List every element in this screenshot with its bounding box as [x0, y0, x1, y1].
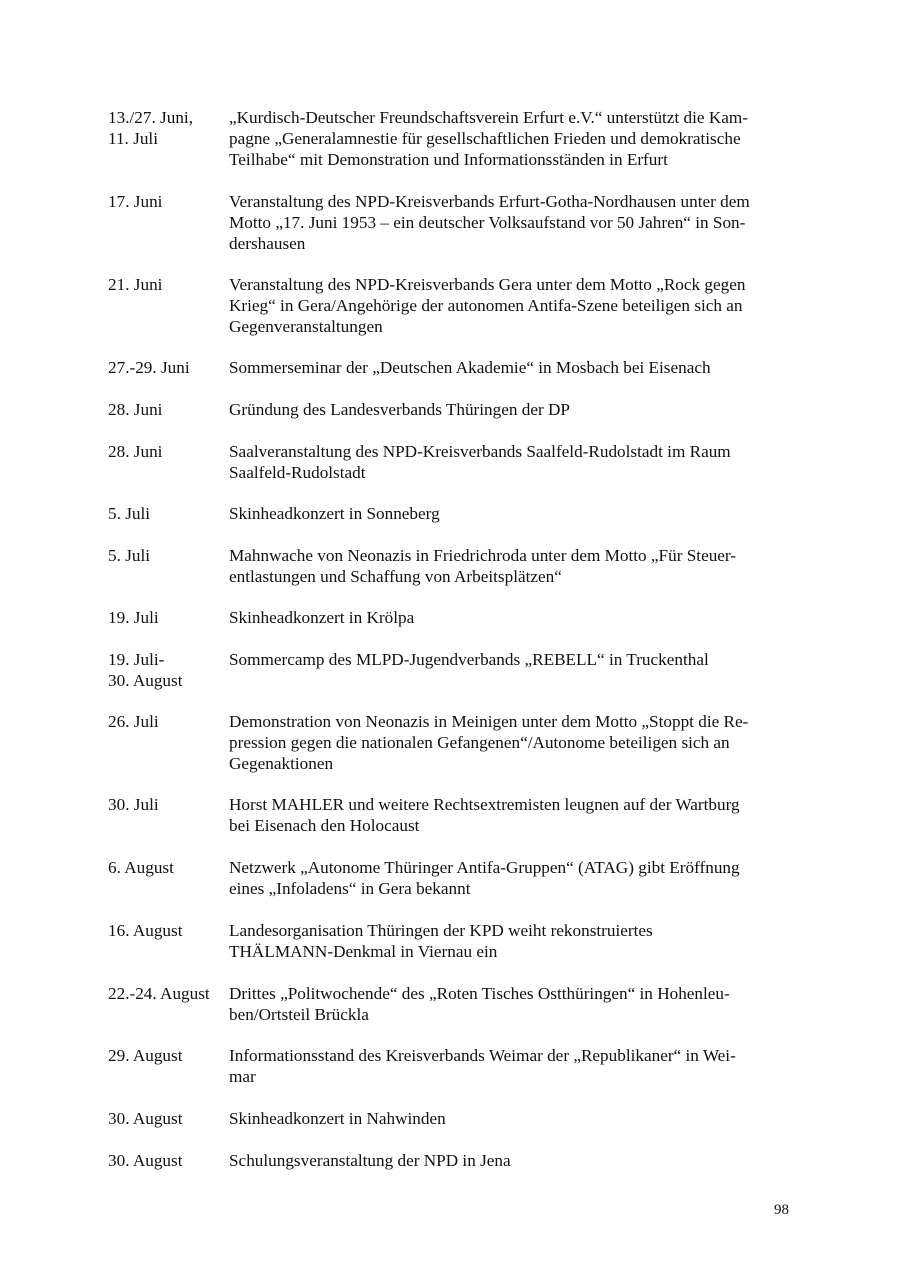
entry-description [229, 607, 789, 628]
page-number: 98 [774, 1202, 789, 1218]
entry-date: 22.-24. August [108, 984, 210, 1003]
entry-description-line: bei Eisenach den Holocaust [229, 816, 420, 835]
entry-description-line: Skinheadkonzert in Nahwinden [229, 1109, 446, 1128]
entry-description-line: Informationsstand des Kreisverbands Weimar der „Republikaner“ in Wei- [229, 1046, 736, 1065]
entry-description-line: Gegenaktionen [229, 754, 334, 773]
entry-description-line: mar [229, 1067, 256, 1086]
entry-description-line: THÄLMANN-Denkmal in Viernau ein [229, 942, 498, 961]
entry-date: 26. Juli [108, 712, 159, 731]
entry-date: 5. Juli [108, 546, 151, 565]
entry-description-line: Skinheadkonzert in Sonneberg [229, 504, 440, 523]
entry-description-line: entlastungen und Schaffung von Arbeitsplätzen“ [229, 567, 562, 586]
entry-description-line: Teilhabe“ mit Demonstration und Informationsständen in Erfurt [229, 150, 668, 169]
entry-description-line: Saalfeld-Rudolstadt [229, 463, 366, 482]
entry-date: 21. Juni [108, 275, 163, 294]
entry-description-line: Drittes „Politwochende“ des „Roten Tisches Ostthüringen“ in Hohenleu- [229, 984, 730, 1003]
entry-date: 27.-29. Juni [108, 358, 190, 377]
entry-description [229, 711, 789, 774]
entry-description [229, 794, 789, 836]
entry-description-line: Gründung des Landesverbands Thüringen der DP [229, 400, 570, 419]
entry-description [229, 857, 789, 899]
entry-date: 30. August [108, 1151, 183, 1170]
entry-description [229, 191, 789, 254]
entry-description-line: Gegenveranstaltungen [229, 317, 383, 336]
entry-description-line: pagne „Generalamnestie für gesellschaftlichen Frieden und demokratische [229, 129, 741, 148]
entry-description-line: dershausen [229, 234, 306, 253]
entry-description-line: Skinheadkonzert in Krölpa [229, 608, 415, 627]
entry-description [229, 357, 789, 378]
entry-date: 17. Juni [108, 192, 163, 211]
entry-description-line: Horst MAHLER und weitere Rechtsextremisten leugnen auf der Wartburg [229, 795, 740, 814]
entry-description-line: „Kurdisch-Deutscher Freundschaftsverein Erfurt e.V.“ unterstützt die Kam- [229, 108, 748, 127]
entry-description [229, 545, 789, 587]
entry-description [229, 1150, 789, 1171]
entry-description-line: Demonstration von Neonazis in Meinigen unter dem Motto „Stoppt die Re- [229, 712, 749, 731]
entry-description [229, 1108, 789, 1129]
entry-date: 30. August [108, 1109, 183, 1128]
entry-date: 19. Juli- 30. August [108, 650, 183, 690]
entry-date: 19. Juli [108, 608, 159, 627]
entry-description [229, 983, 789, 1025]
entry-date: 29. August [108, 1046, 183, 1065]
entry-date: 16. August [108, 921, 183, 940]
entry-description [229, 1045, 789, 1087]
entry-date: 13./27. Juni, 11. Juli [108, 108, 193, 148]
entry-description-line: Netzwerk „Autonome Thüringer Antifa-Gruppen“ (ATAG) gibt Eröffnung [229, 858, 740, 877]
entry-description-line: Sommercamp des MLPD-Jugendverbands „REBELL“ in Truckenthal [229, 650, 709, 669]
entry-description-line: eines „Infoladens“ in Gera bekannt [229, 879, 471, 898]
entry-description-line: Veranstaltung des NPD-Kreisverbands Erfurt-Gotha-Nordhausen unter dem [229, 192, 750, 211]
entry-date: 28. Juni [108, 442, 163, 461]
entry-description-line: Landesorganisation Thüringen der KPD weiht rekonstruiertes [229, 921, 653, 940]
entry-description [229, 920, 789, 962]
entry-date: 28. Juni [108, 400, 163, 419]
entry-date: 6. August [108, 858, 174, 877]
entry-description [229, 441, 789, 483]
entry-description [229, 274, 789, 337]
entry-description [229, 107, 789, 170]
entry-description-line: Sommerseminar der „Deutschen Akademie“ in Mosbach bei Eisenach [229, 358, 711, 377]
entry-date: 5. Juli [108, 504, 151, 523]
entry-description [229, 399, 789, 420]
entry-description-line: Veranstaltung des NPD-Kreisverbands Gera unter dem Motto „Rock gegen [229, 275, 746, 294]
entry-description-line: Saalveranstaltung des NPD-Kreisverbands Saalfeld-Rudolstadt im Raum [229, 442, 731, 461]
entry-date: 30. Juli [108, 795, 159, 814]
entry-description-line: Mahnwache von Neonazis in Friedrichroda unter dem Motto „Für Steuer- [229, 546, 737, 565]
entry-description-line: Krieg“ in Gera/Angehörige der autonomen Antifa-Szene beteiligen sich an [229, 296, 743, 315]
entry-description-line: Schulungsveranstaltung der NPD in Jena [229, 1151, 511, 1170]
entry-description-line: Motto „17. Juni 1953 – ein deutscher Volksaufstand vor 50 Jahren“ in Son- [229, 213, 746, 232]
entry-description [229, 503, 789, 524]
entry-description-line: pression gegen die nationalen Gefangenen“/Autonome beteiligen sich an [229, 733, 730, 752]
entry-description [229, 649, 789, 670]
entry-description-line: ben/Ortsteil Brückla [229, 1005, 369, 1024]
